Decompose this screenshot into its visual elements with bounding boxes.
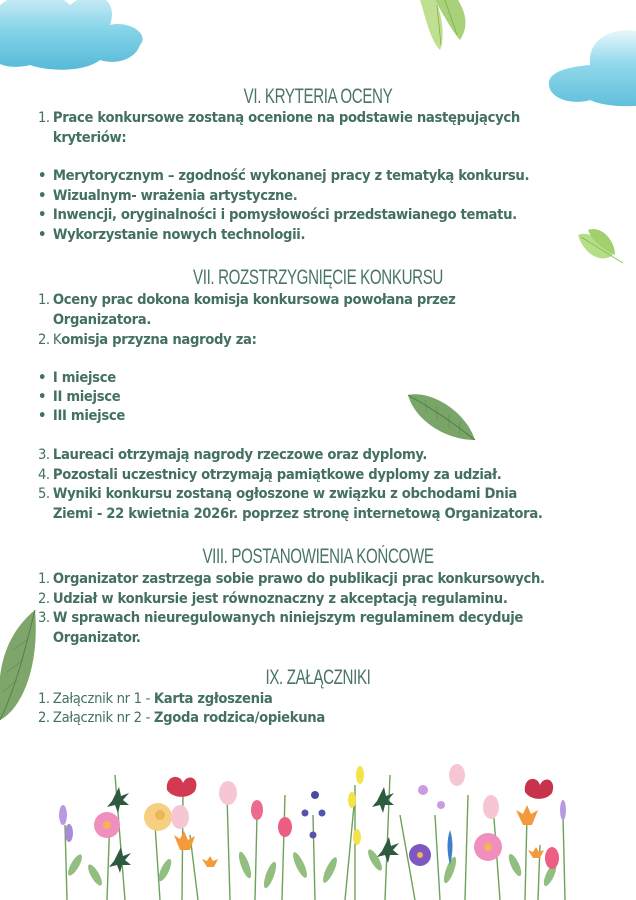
item-text: Wyniki konkursu zostaną ogłoszone w związku z obchodami Dnia [52,486,517,502]
section-heading-postanowienia: VIII. POSTANOWIENIA KOŃCOWE [202,545,434,568]
bullet-text: Inwencji, oryginalności i pomysłowości przedstawianego tematu. [52,207,517,223]
bullet-text: II miejsce [52,389,121,405]
bullet-text: I miejsce [52,370,116,386]
list-item [38,590,508,609]
item-number: 5. [38,486,50,502]
attachment-prefix: Załącznik nr 1 - [52,691,154,707]
leaf-icon [573,225,628,270]
list-item-continuation: Organizatora. [52,312,152,328]
leaf-icon [415,0,475,55]
item-number: 2. [38,710,50,726]
leaf-icon [0,610,40,725]
section-heading-zalaczniki: IX. ZAŁĄCZNIKI [265,666,371,689]
attachment-title: Karta zgłoszenia [153,691,273,707]
cloud-icon [0,0,150,75]
bullet-text: III miejsce [52,408,125,424]
item-text: Pozostali uczestnicy otrzymają pamiątkowe dyplomy za udział. [52,467,502,483]
bullet-text: Wizualnym- wrażenia artystyczne. [52,188,298,204]
item-number: 1. [38,571,50,587]
item-number: 1. [38,691,50,707]
bullet-text: Merytorycznym – zgodność wykonanej pracy z tematyką konkursu. [52,168,530,184]
list-item [38,331,257,350]
bullet-item: • III miejsce [38,408,125,424]
list-item [38,485,517,504]
cloud-icon [545,15,636,110]
attachment-prefix: Załącznik nr 2 - [52,710,154,726]
item-text: Oceny prac dokona komisja konkursowa powołana przez [52,292,456,308]
section-heading-kryteria: VI. KRYTERIA OCENY [243,85,393,108]
list-item-continuation: Ziemi - 22 kwietnia 2026r. poprzez stronę internetową Organizatora. [52,506,543,522]
bullet-text: Wykorzystanie nowych technologii. [52,227,306,243]
list-item-continuation: kryteriów: [52,130,127,146]
item-text: Laureaci otrzymają nagrody rzeczowe oraz dyplomy. [52,447,428,463]
item-number: 2. [38,591,50,607]
bullet-item: • Merytorycznym – zgodność wykonanej pracy z tematyką konkursu. [38,168,530,184]
bullet-item: • I miejsce [38,370,116,386]
item-text: Udział w konkursie jest równoznaczny z akceptacją regulaminu. [52,591,508,607]
list-item [38,109,520,128]
attachment-item [38,709,325,728]
item-first-letter: K [52,332,62,348]
item-text: omisja przyzna nagrody za: [61,332,257,348]
item-number: 4. [38,467,50,483]
item-text: W sprawach nieuregulowanych niniejszym regulaminem decyduje [52,610,524,626]
bullet-item: • Wykorzystanie nowych technologii. [38,227,306,243]
bullet-item: • Wizualnym- wrażenia artystyczne. [38,188,298,204]
item-number: 1. [38,292,50,308]
item-text: Prace konkursowe zostaną ocenione na podstawie następujących [52,110,520,126]
bullet-item: • Inwencji, oryginalności i pomysłowości przedstawianego tematu. [38,207,517,223]
list-item [38,446,427,465]
item-number: 2. [38,332,50,348]
section-heading-rozstrzygniecie: VII. ROZSTRZYGNIĘCIE KONKURSU [193,266,443,289]
list-item-continuation: Organizator. [52,630,141,646]
item-number: 3. [38,610,50,626]
attachment-item [38,690,273,709]
attachment-title: Zgoda rodzica/opiekuna [153,710,325,726]
flower-meadow-icon [55,755,575,900]
item-number: 3. [38,447,50,463]
item-number: 1. [38,110,50,126]
bullet-item: • II miejsce [38,389,121,405]
item-text: Organizator zastrzega sobie prawo do publikacji prac konkursowych. [52,571,545,587]
list-item [38,570,545,589]
leaf-icon [405,390,480,445]
list-item [38,609,523,628]
list-item [38,291,456,310]
list-item [38,466,501,485]
